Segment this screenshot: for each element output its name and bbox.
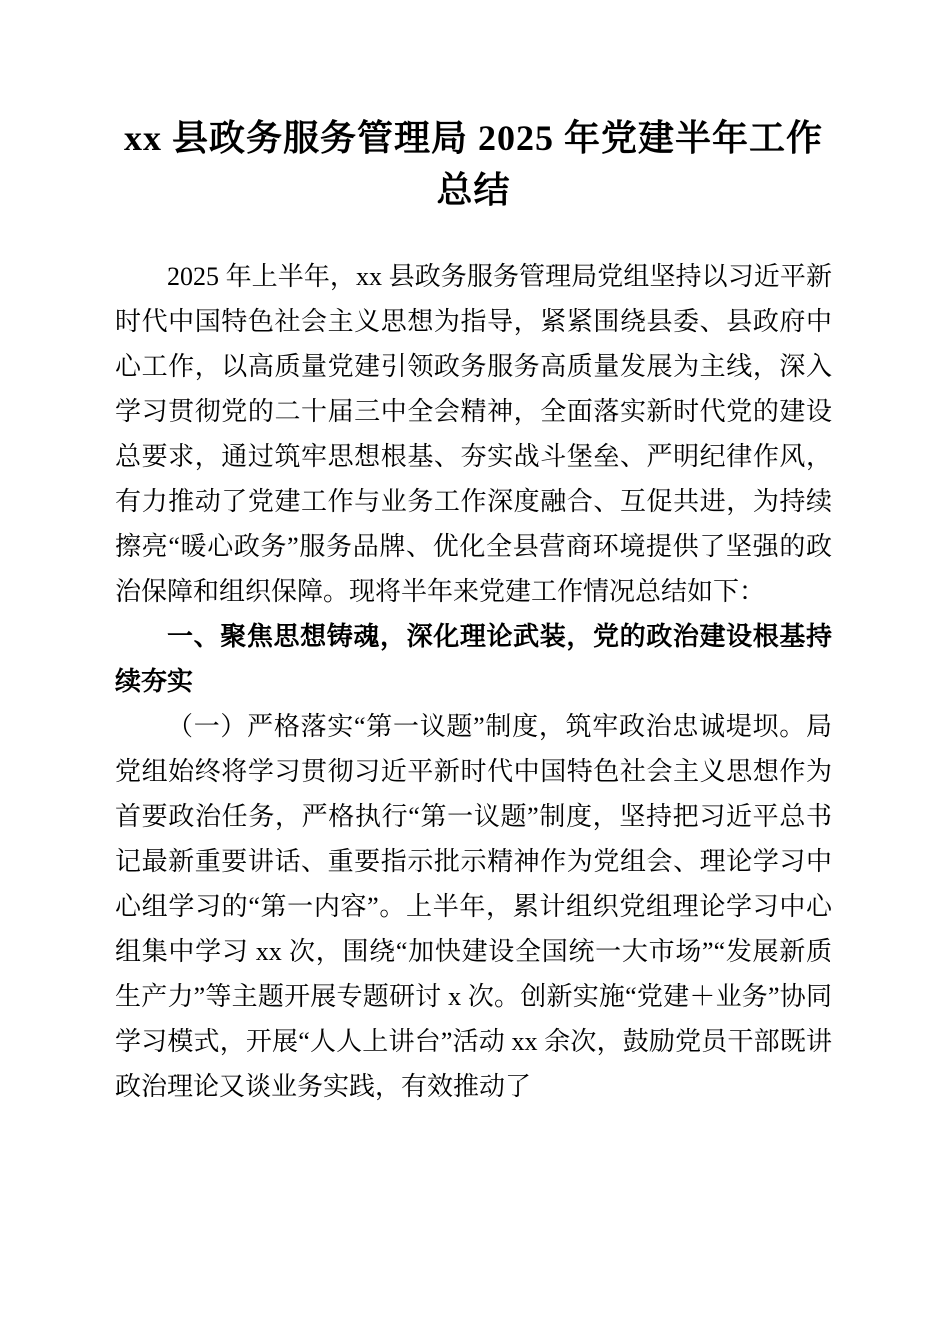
section-heading-1: 一、聚焦思想铸魂，深化理论武装，党的政治建设根基持续夯实 xyxy=(115,621,832,696)
subsection-body-text: 局党组始终将学习贯彻习近平新时代中国特色社会主义思想作为首要政治任务，严格执行“第一议题”制度，坚持把习近平总书记最新重要讲话、重要指示批示精神作为党组会、理论学习中心组学习的“第一内容”。上半年，累计组织党组理论学习中心组集中学习 xx 次，围绕“加快建设全国统一大市场”“发展新质生产力”等主题开展专题研讨 x 次。创新实施“党建＋业务”协同学习模式，开展“人人上讲台”活动 xx 余次，鼓励党员干部既讲政治理论又谈业务实践，有效推动了 xyxy=(115,712,832,1101)
document-title: xx 县政务服务管理局 2025 年党建半年工作总结 xyxy=(123,118,823,210)
subsection-lead-sentence: （一）严格落实“第一议题”制度，筑牢政治忠诚堤坝。 xyxy=(167,712,806,741)
paragraph-intro: 2025 年上半年，xx 县政务服务管理局党组坚持以习近平新时代中国特色社会主义思想为指导，紧紧围绕县委、县政府中心工作，以高质量党建引领政务服务高质量发展为主线，深入学习贯彻党的二十届三中全会精神，全面落实新时代党的建设总要求，通过筑牢思想根基、夯实战斗堡垒、严明纪律作风，有力推动了党建工作与业务工作深度融合、互促共进，为持续擦亮“暖心政务”服务品牌、优化全县营商环境提供了坚强的政治保障和组织保障。现将半年来党建工作情况总结如下： xyxy=(115,262,832,606)
paragraph-subsection-1-1 xyxy=(115,704,832,1109)
